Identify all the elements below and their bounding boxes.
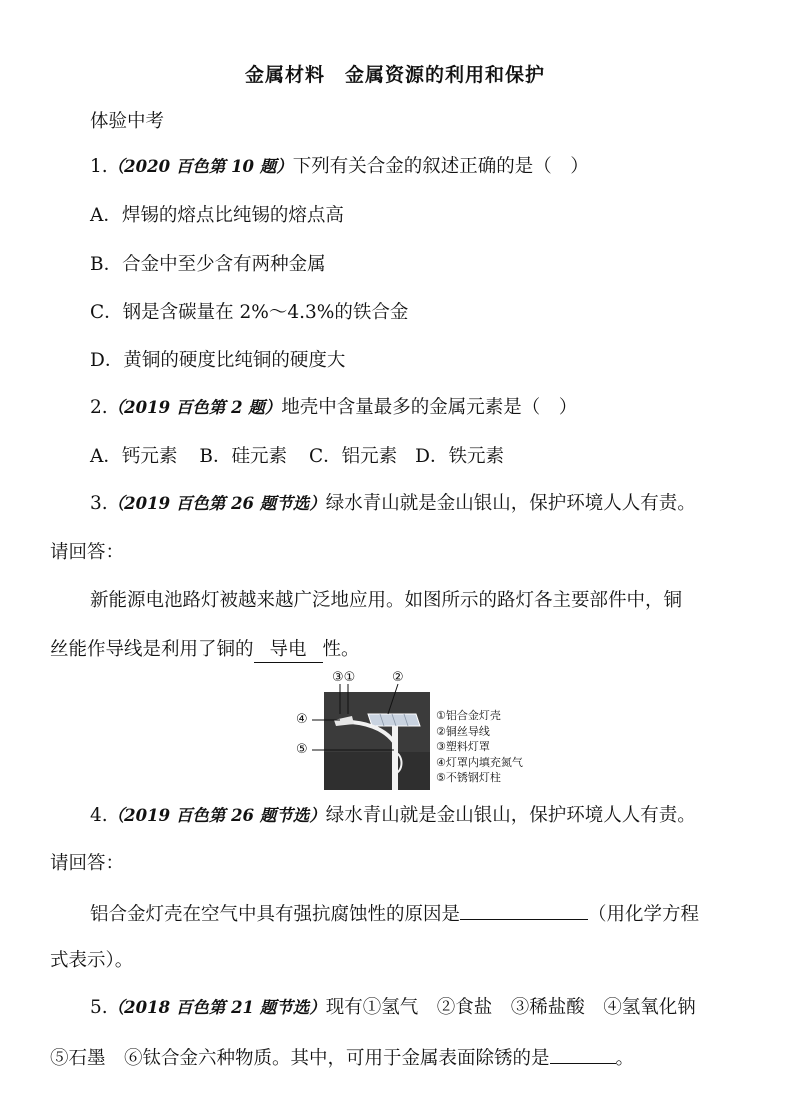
q3-body-line-2 [50, 638, 360, 663]
q5-stem: 现有①氢气 ②食盐 ③稀盐酸 ④氢氧化钠 [325, 997, 696, 1018]
q1-option-a: A．焊锡的熔点比纯锡的熔点高 [90, 205, 344, 226]
q4-source: （2019 百色第 26 题节选） [107, 806, 326, 825]
page-title: 金属材料 金属资源的利用和保护 [244, 64, 545, 86]
legend-item-5: ⑤不锈钢灯柱 [436, 771, 501, 784]
q1-stem: 下列有关合金的叙述正确的是（ ） [292, 156, 589, 177]
q1-number: 1. [90, 156, 108, 177]
q5-answer-blank[interactable] [550, 1045, 616, 1064]
q4-answer-blank[interactable] [460, 901, 588, 920]
legend-item-2: ②铜丝导线 [436, 724, 490, 738]
q3-body-post: 性。 [322, 639, 360, 660]
q4-number: 4. [90, 805, 108, 826]
q2-option-b: B．硅元素 [199, 446, 287, 467]
q3-body-line-1: 新能源电池路灯被越来越广泛地应用。如图所示的路灯各主要部件中，铜 [90, 590, 683, 611]
q3-answer-blank: 导电 [254, 638, 323, 663]
callout-leader-lines [296, 670, 436, 792]
legend-item-4: ④灯罩内填充氮气 [436, 755, 523, 769]
q1-option-c: C．钢是含碳量在 2%～4.3%的铁合金 [90, 302, 409, 323]
q4-prompt: 请回答： [50, 853, 125, 874]
q1-option-b: B．合金中至少含有两种金属 [90, 254, 326, 275]
street-lamp-figure [296, 670, 546, 792]
q3-body-pre: 丝能作导线是利用了铜的 [50, 639, 254, 660]
q2-stem: 地壳中含量最多的金属元素是（ ） [281, 397, 578, 418]
question-2 [90, 396, 577, 420]
q4-body-line-1 [90, 901, 699, 927]
q5-source: （2018 百色第 21 题节选） [107, 998, 326, 1017]
q1-source: （2020 百色第 10 题） [107, 157, 293, 176]
q5-body-post: 。 [615, 1048, 635, 1069]
q4-body-post: （用化学方程 [588, 904, 700, 925]
q3-stem: 绿水青山就是金山银山，保护环境人人有责。 [325, 493, 696, 514]
q4-stem: 绿水青山就是金山银山，保护环境人人有责。 [325, 805, 696, 826]
legend-item-1: ①铝合金灯壳 [436, 709, 501, 722]
q5-body-pre: ⑤石墨 ⑥钛合金六种物质。其中，可用于金属表面除锈的是 [50, 1048, 550, 1069]
q5-number: 5. [90, 997, 108, 1018]
question-5 [90, 996, 696, 1020]
q4-body-line-2: 式表示）。 [50, 950, 134, 971]
callout-3-1: ③① [332, 670, 356, 685]
q2-option-c: C．铝元素 [308, 446, 398, 467]
callout-4: ④ [296, 712, 308, 727]
q3-prompt: 请回答： [50, 542, 125, 563]
callout-5: ⑤ [296, 742, 308, 757]
question-4 [90, 804, 696, 828]
question-3 [90, 492, 696, 516]
q3-source: （2019 百色第 26 题节选） [107, 494, 326, 513]
q4-body-pre: 铝合金灯壳在空气中具有强抗腐蚀性的原因是 [90, 904, 461, 925]
section-heading: 体验中考 [90, 111, 165, 132]
q2-options [90, 445, 504, 469]
legend-item-3: ③塑料灯罩 [436, 740, 490, 753]
q2-option-d: D．铁元素 [415, 446, 504, 467]
q3-number: 3. [90, 493, 108, 514]
q2-option-a: A．钙元素 [90, 446, 178, 467]
q5-body-line-2 [50, 1045, 634, 1071]
callout-2: ② [392, 670, 404, 685]
q1-option-d: D．黄铜的硬度比纯铜的硬度大 [90, 350, 346, 371]
figure-legend [436, 708, 523, 786]
q2-source: （2019 百色第 2 题） [107, 398, 282, 417]
q2-number: 2. [90, 397, 108, 418]
question-1 [90, 155, 589, 179]
